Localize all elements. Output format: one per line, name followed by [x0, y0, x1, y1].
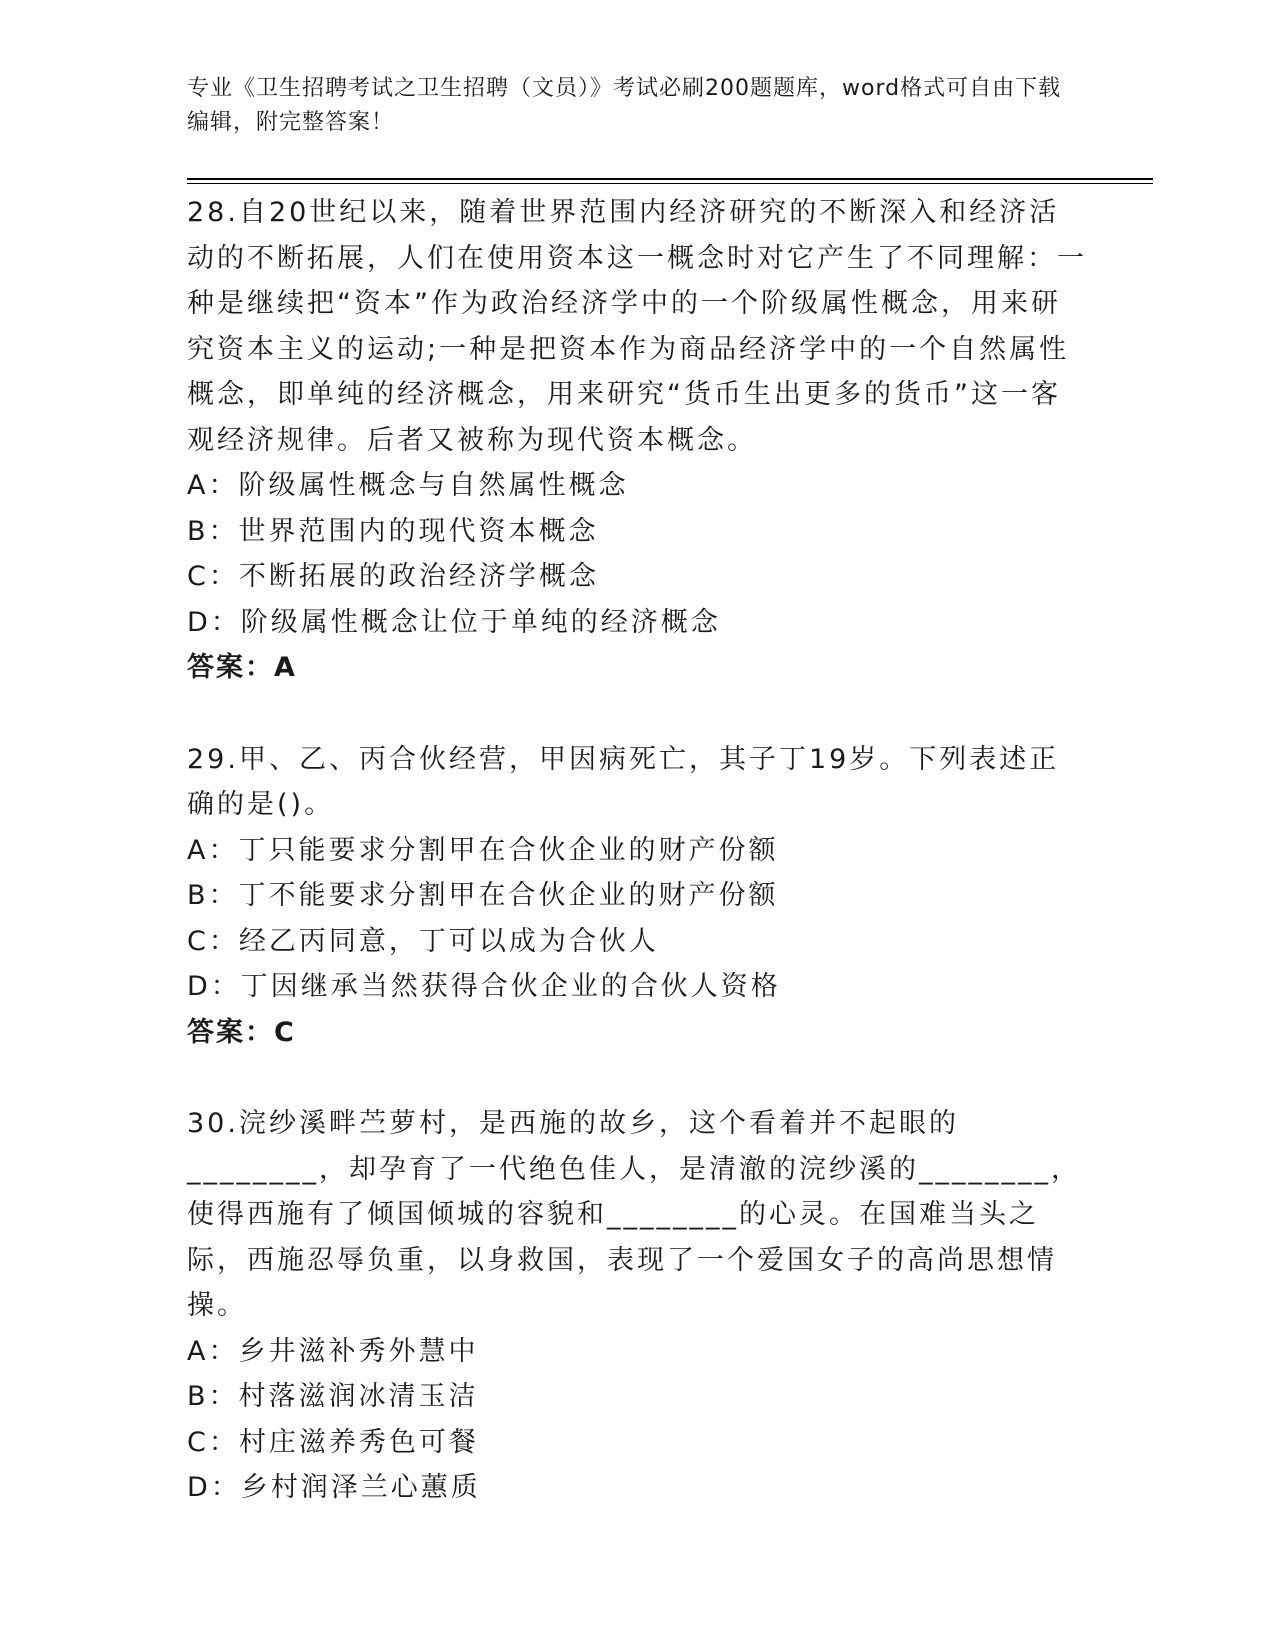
header-divider-thick — [187, 178, 1153, 180]
option-c: C：经乙丙同意，丁可以成为合伙人 — [187, 925, 659, 957]
document-header — [187, 72, 1067, 140]
answer-label: 答案：A — [187, 652, 297, 683]
option-a: A：丁只能要求分割甲在合伙企业的财产份额 — [187, 834, 779, 866]
option-b: B：村落滋润冰清玉洁 — [187, 1381, 479, 1412]
option-c: C：村庄滋养秀色可餐 — [187, 1426, 479, 1458]
option-b: B：世界范围内的现代资本概念 — [187, 515, 599, 547]
option-a: A：阶级属性概念与自然属性概念 — [187, 470, 629, 501]
option-b: B：丁不能要求分割甲在合伙企业的财产份额 — [187, 880, 779, 911]
option-d: D：乡村润泽兰心蕙质 — [187, 1472, 481, 1503]
option-a: A：乡井滋补秀外慧中 — [187, 1335, 479, 1367]
question-stem: 30.浣纱溪畔苎萝村，是西施的故乡，这个看着并不起眼的________，却孕育了一代绝色佳人，是清澈的浣纱溪的________，使得西施有了倾国倾城的容貌和________的心灵。在国难当头之际，西施忍辱负重，以身救国，表现了一个爱国女子的高尚思想情操。 — [187, 1108, 1081, 1321]
header-text: 专业《卫生招聘考试之卫生招聘（文员）》考试必刷200题题库，word格式可自由下载编辑，附完整答案！ — [187, 76, 1062, 135]
question-list — [187, 190, 1087, 1511]
option-d: D：阶级属性概念让位于单纯的经济概念 — [187, 606, 721, 638]
question-stem: 29.甲、乙、丙合伙经营，甲因病死亡，其子丁19岁。下列表述正确的是()。 — [187, 743, 1060, 820]
question-stem: 28.自20世纪以来，随着世界范围内经济研究的不断深入和经济活动的不断拓展，人们在使用资本这一概念时对它产生了不同理解：一种是继续把“资本”作为政治经济学中的一个阶级属性概念，用来研究资本主义的运动;一种是把资本作为商品经济学中的一个自然属性概念，即单纯的经济概念，用来研究“货币生出更多的货币”这一客观经济规律。后者又被称为现代资本概念。 — [187, 197, 1087, 456]
answer-label: 答案：C — [187, 1016, 296, 1048]
question-30 — [187, 1101, 1087, 1511]
header-divider-thin — [187, 183, 1153, 184]
question-29 — [187, 737, 1087, 1056]
option-c: C：不断拓展的政治经济学概念 — [187, 561, 599, 592]
question-28 — [187, 190, 1087, 691]
option-d: D：丁因继承当然获得合伙企业的合伙人资格 — [187, 971, 781, 1002]
